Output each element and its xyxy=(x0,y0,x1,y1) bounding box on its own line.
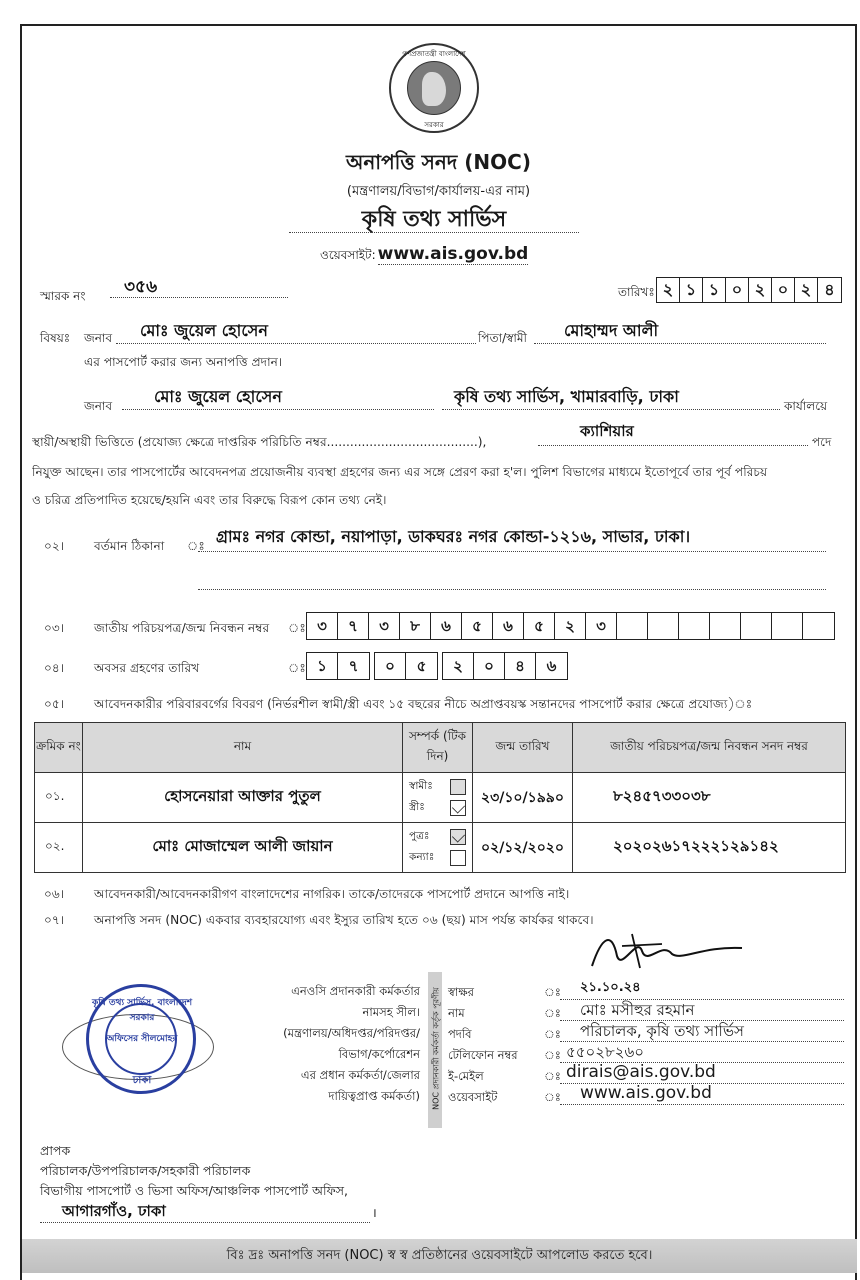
date-digit: ৬ xyxy=(546,657,557,675)
applicant-name: মোঃ জুয়েল হোসেন xyxy=(140,321,268,340)
wife-checkbox[interactable] xyxy=(450,800,466,816)
memo-number: ৩৫৬ xyxy=(124,277,158,297)
nid-digit: ৮ xyxy=(400,613,431,639)
date-digit: ১ xyxy=(703,278,726,302)
item-04-number: ০৪। xyxy=(44,661,65,675)
seal-stamp-icon xyxy=(86,984,196,1094)
nid-digit xyxy=(617,613,648,639)
date-digit: ৫ xyxy=(416,657,427,675)
document-title: অনাপত্তি সনদ (NOC) xyxy=(346,150,531,174)
address-field xyxy=(198,524,826,552)
memo-field xyxy=(110,274,288,298)
nid-digit xyxy=(772,613,803,639)
row-dob: ২৩/১০/১৯৯০ xyxy=(473,773,573,823)
item-03-number: ০৩। xyxy=(44,621,65,635)
designation: ক্যাশিয়ার xyxy=(580,422,634,440)
recipient-line3: আগারগাঁও, ঢাকা xyxy=(62,1202,166,1220)
body-paragraph-line1: নিযুক্ত আছেন। তার পাসপোর্টের আবেদনপত্র প্রয়োজনীয় ব্যবস্থা গ্রহণের জন্য এর সঙ্গে প্রেরণ করা হ'ল। পুলিশ বিভাগের মাধ্যমে ইতোপূর্বে তার পূর্ব পরিচয় xyxy=(32,465,768,479)
sig-row-email: ই-মেইল ঃ dirais@ais.gov.bd xyxy=(448,1066,848,1087)
website-row xyxy=(320,244,528,267)
item-03-colon: ঃ xyxy=(288,621,306,635)
emblem-map-icon xyxy=(407,61,461,115)
sig-row-phone: টেলিফোন নম্বর ঃ ৫৫০২৮২৬০ xyxy=(448,1045,848,1066)
office-name: কৃষি তথ্য সার্ভিস, খামারবাড়ি, ঢাকা xyxy=(454,387,679,406)
item-02-label: বর্তমান ঠিকানা xyxy=(94,539,165,553)
item-02-number: ০২। xyxy=(44,539,65,553)
father-label: পিতা/স্বামী xyxy=(478,331,527,345)
row-serial: ০২. xyxy=(35,823,83,873)
signature-icon xyxy=(582,926,752,976)
row-nid: ২০২০২৬১৭২২২১২৯১৪২ xyxy=(573,823,846,873)
table-row xyxy=(35,823,846,873)
issue-date-boxes xyxy=(656,277,842,303)
seal-top-text: কৃষি তথ্য সার্ভিস, বাংলাদেশ সরকার xyxy=(91,998,193,1023)
retirement-day xyxy=(306,652,370,680)
header-name: নাম xyxy=(83,723,403,773)
date-digit: ০ xyxy=(772,278,795,302)
relation-label: কন্যাঃ xyxy=(409,850,435,863)
row-name: মোঃ মোজাম্মেল আলী জায়ান xyxy=(83,823,403,873)
subject-label: বিষয়ঃ xyxy=(40,331,71,345)
retirement-year xyxy=(442,652,568,680)
signatory-phone: ৫৫০২৮২৬০ xyxy=(560,1041,844,1063)
date-label: তারিখঃ xyxy=(618,285,655,299)
header-nid: জাতীয় পরিচয়পত্র/জন্ম নিবন্ধন সনদ নম্বর xyxy=(573,723,846,773)
signatory-designation: পরিচালক, কৃষি তথ্য সার্ভিস xyxy=(560,1020,844,1042)
emblem-top-text: গণপ্রজাতন্ত্রী বাংলাদেশ xyxy=(402,50,466,58)
date-digit: ১ xyxy=(680,278,703,302)
item-04-colon: ঃ xyxy=(288,661,306,675)
nid-digit-boxes xyxy=(306,612,835,640)
date-digit: ২ xyxy=(749,278,772,302)
retirement-month xyxy=(374,652,438,680)
signature-date: ২১.১০.২৪ xyxy=(560,978,844,1000)
header-relation: সম্পর্ক (টিক দিন) xyxy=(403,723,473,773)
daughter-checkbox[interactable] xyxy=(450,850,466,866)
sig-row-name: নাম ঃ মোঃ মসীহুর রহমান xyxy=(448,1003,848,1024)
table-row xyxy=(35,773,846,823)
item-06-number: ০৬। xyxy=(44,887,65,901)
organization-underline xyxy=(289,232,579,233)
designation-field xyxy=(538,420,808,446)
office-seal xyxy=(62,984,214,1116)
date-digit: ০ xyxy=(375,653,406,679)
nid-digit: ২ xyxy=(555,613,586,639)
nid-digit xyxy=(679,613,710,639)
footer-note: বিঃ দ্রঃ অনাপত্তি সনদ (NOC) স্ব স্ব প্রতিষ্ঠানের ওয়েবসাইটে আপলোড করতে হবে। xyxy=(226,1248,653,1263)
organization-name: কৃষি তথ্য সার্ভিস xyxy=(361,207,507,232)
field-key: ই-মেইল xyxy=(448,1069,484,1083)
field-key: ওয়েবসাইট xyxy=(448,1090,498,1104)
relation-label: স্বামীঃ xyxy=(409,779,433,792)
field-key: নাম xyxy=(448,1006,465,1020)
nid-digit xyxy=(710,613,741,639)
sig-row-designation: পদবি ঃ পরিচালক, কৃষি তথ্য সার্ভিস xyxy=(448,1024,848,1045)
item-04-label: অবসর গ্রহণের তারিখ xyxy=(94,661,200,675)
field-key: পদবি xyxy=(448,1027,472,1041)
website-label: ওয়েবসাইট: xyxy=(320,248,376,262)
relation-label: স্ত্রীঃ xyxy=(409,800,425,813)
nid-digit xyxy=(741,613,772,639)
vertical-tag-text: NOC প্রদানকারী কর্মকর্তা কর্তৃক পূরণীয় xyxy=(431,987,441,1110)
sig-row-signature: স্বাক্ষর ঃ ২১.১০.২৪ xyxy=(448,982,848,1003)
signatory-name: মোঃ মসীহুর রহমান xyxy=(560,999,844,1021)
item-06-label: আবেদনকারী/আবেদনকারীগণ বাংলাদেশের নাগরিক। তাকে/তাদেরকে পাসপোর্ট প্রদানে আপত্তি নাই। xyxy=(94,887,570,901)
signatory-email[interactable]: dirais@ais.gov.bd xyxy=(560,1062,844,1084)
row-serial: ০১. xyxy=(35,773,83,823)
nid-digit: ৫ xyxy=(462,613,493,639)
retirement-date-boxes xyxy=(306,652,568,680)
nid-digit: ৩ xyxy=(586,613,617,639)
nid-digit: ৫ xyxy=(524,613,555,639)
date-digit: ৪ xyxy=(824,280,835,299)
desc-line: এনওসি প্রদানকারী কর্মকর্তার xyxy=(291,984,420,998)
item-05-label: আবেদনকারীর পরিবারবর্গের বিবরণ (নির্ভরশীল স্বামী/স্ত্রী এবং ১৫ বছরের নীচে অপ্রাপ্তবয়স্ক সন্তানদের পাসপোর্ট করার ক্ষেত্রে প্রযোজ্য)ঃ xyxy=(94,697,753,711)
signatory-description xyxy=(220,981,420,1107)
nid-digit: ৩ xyxy=(369,613,400,639)
employee-name: মোঃ জুয়েল হোসেন xyxy=(154,387,282,406)
item-02-colon: ঃ xyxy=(187,539,205,553)
sig-row-website: ওয়েবসাইট ঃ www.ais.gov.bd xyxy=(448,1087,848,1108)
date-digit: ২ xyxy=(657,278,680,302)
employee-name-field xyxy=(122,384,434,410)
nid-digit: ৬ xyxy=(493,613,524,639)
memo-label: স্মারক নং xyxy=(40,289,86,303)
row-dob: ০২/১২/২০২০ xyxy=(473,823,573,873)
row-nid: ৮২৪৫৭৩৩০৩৮ xyxy=(573,773,846,823)
seal-mid-text: অফিসের সীলমোহর xyxy=(106,1034,178,1044)
seal-bottom-text: ঢাকা xyxy=(132,1075,152,1086)
father-name-field xyxy=(534,318,826,344)
row-relation xyxy=(403,823,473,873)
recipient-line1: পরিচালক/উপপরিচালক/সহকারী পরিচালক xyxy=(40,1163,251,1178)
item-07-label: অনাপত্তি সনদ (NOC) একবার ব্যবহারযোগ্য এবং ইস্যুর তারিখ হতে ০৬ (ছয়) মাস পর্যন্ত কার্যকর থাকবে। xyxy=(94,913,594,927)
date-digit: ০ xyxy=(474,653,505,679)
signatory-website[interactable]: www.ais.gov.bd xyxy=(560,1083,844,1105)
husband-checkbox[interactable] xyxy=(450,779,466,795)
date-digit: ৭ xyxy=(348,657,359,675)
body-paragraph-line2: ও চরিত্র প্রতিপাদিত হয়েছে/হয়নি এবং তার বিরুদ্ধে বিরূপ কোন তথ্য নেই। xyxy=(32,493,387,507)
date-digit: ১ xyxy=(307,653,338,679)
family-members-table xyxy=(34,722,846,873)
recipient-label: প্রাপক xyxy=(40,1143,71,1158)
nid-digit: ৭ xyxy=(338,613,369,639)
desc-line: দায়িত্বপ্রাপ্ত কর্মকর্তা) xyxy=(328,1089,420,1103)
date-digit: ০ xyxy=(726,278,749,302)
address-value: গ্রামঃ নগর কোন্ডা, নয়াপাড়া, ডাকঘরঃ নগর কোন্ডা-১২১৬, সাভার, ঢাকা। xyxy=(216,527,691,546)
date-digit: ৪ xyxy=(505,653,536,679)
nid-digit xyxy=(648,613,679,639)
document-subtitle: (মন্ত্রণালয়/বিভাগ/কার্যালয়-এর নাম) xyxy=(346,184,531,199)
row-name: হোসনেয়ারা আক্তার পুতুল xyxy=(83,773,403,823)
desc-line: এর প্রধান কর্মকর্তা/জেলার xyxy=(300,1068,420,1082)
footer-note-bar xyxy=(22,1239,857,1273)
row-relation xyxy=(403,773,473,823)
designation-suffix: পদে xyxy=(812,435,832,449)
emblem-bottom-text: সরকার xyxy=(424,121,444,129)
header-serial: ক্রমিক নং xyxy=(35,723,83,773)
noc-document xyxy=(20,24,857,1280)
table-header-row xyxy=(35,723,846,773)
item-03-label: জাতীয় পরিচয়পত্র/জন্ম নিবন্ধন নম্বর xyxy=(94,621,270,635)
government-emblem xyxy=(389,43,479,133)
mr-label: জনাব xyxy=(84,331,113,345)
recipient-block: প্রাপক পরিচালক/উপপরিচালক/সহকারী পরিচালক বিভাগীয় পাসপোর্ট ও ভিসা অফিস/আঞ্চলিক পাসপোর্ট অফিস, আগারগাঁও, ঢাকা । xyxy=(40,1141,377,1223)
address-field-line2 xyxy=(198,576,826,590)
office-suffix: কার্যালয়ে xyxy=(784,399,828,413)
subject-line: এর পাসপোর্ট করার জন্য অনাপত্তি প্রদান। xyxy=(84,355,283,369)
date-digit: ২ xyxy=(443,653,474,679)
nid-digit xyxy=(803,613,834,639)
recipient-line2: বিভাগীয় পাসপোর্ট ও ভিসা অফিস/আঞ্চলিক পাসপোর্ট অফিস, xyxy=(40,1183,348,1198)
father-name: মোহাম্মদ আলী xyxy=(564,321,659,340)
field-key: স্বাক্ষর xyxy=(448,985,474,999)
nid-digit: ৬ xyxy=(431,613,462,639)
mr-label-2: জনাব xyxy=(84,399,113,413)
header-dob: জন্ম তারিখ xyxy=(473,723,573,773)
son-checkbox[interactable] xyxy=(450,829,466,845)
basis-text: স্থায়ী/অস্থায়ী ভিত্তিতে (প্রযোজ্য ক্ষেত্রে দাপ্তরিক পরিচিতি নম্বর.......................................), xyxy=(32,435,487,449)
vertical-noc-tag xyxy=(428,972,442,1128)
applicant-name-field xyxy=(116,318,476,344)
relation-label: পুত্রঃ xyxy=(409,829,430,842)
field-key: টেলিফোন নম্বর xyxy=(448,1048,518,1062)
website-value: www.ais.gov.bd xyxy=(377,244,529,264)
desc-line: নামসহ সীল। xyxy=(362,1005,420,1019)
date-digit: ২ xyxy=(795,278,818,302)
item-05-number: ০৫। xyxy=(44,697,65,711)
desc-line: (মন্ত্রণালয়/অধিদপ্তর/পরিদপ্তর/ xyxy=(283,1026,420,1040)
nid-digit: ৩ xyxy=(307,613,338,639)
office-field xyxy=(442,384,780,410)
desc-line: বিভাগ/কর্পোরেশন xyxy=(338,1047,420,1061)
item-07-number: ০৭। xyxy=(44,913,65,927)
